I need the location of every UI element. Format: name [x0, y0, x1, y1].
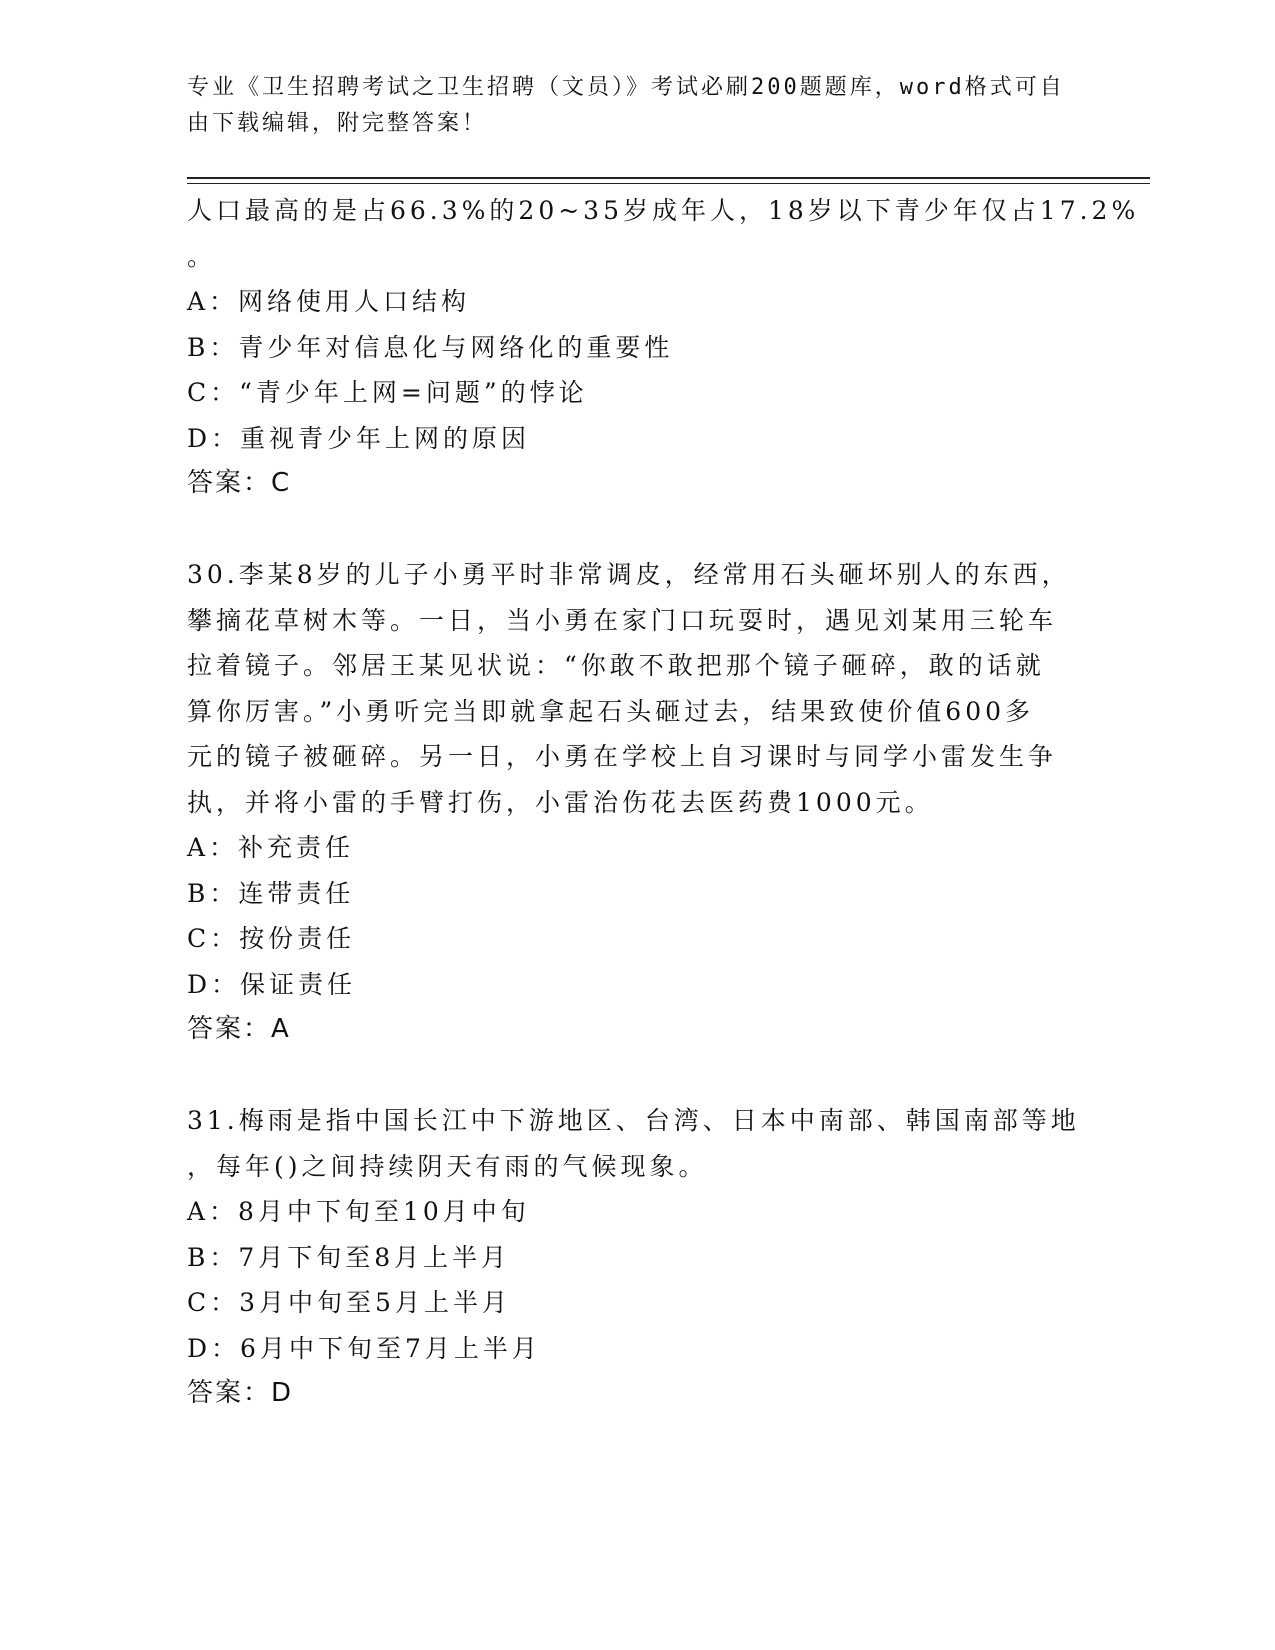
question-stem-line: 31.梅雨是指中国长江中下游地区、台湾、日本中南部、韩国南部等地: [187, 1106, 1080, 1135]
header-divider-thick: [187, 177, 1150, 179]
option-d: D：重视青少年上网的原因: [187, 423, 531, 453]
question-29: [187, 188, 1140, 507]
option-c: C：3月中旬至5月上半月: [187, 1288, 511, 1317]
document-header: [187, 70, 1087, 142]
header-divider-thin: [187, 183, 1150, 184]
question-stem-line: ，每年()之间持续阴天有雨的气候现象。: [187, 1151, 708, 1181]
answer: 答案：A: [187, 1014, 291, 1044]
spacer: [187, 1053, 1087, 1099]
option-d: D：6月中下旬至7月上半月: [187, 1333, 541, 1363]
option-b: B：7月下旬至8月上半月: [187, 1242, 511, 1272]
option-c: C：“青少年上网=问题”的悖论: [187, 378, 588, 407]
header-line-2: 由下载编辑，附完整答案！: [187, 111, 488, 136]
question-stem-line: 攀摘花草树木等。一日，当小勇在家门口玩耍时，遇见刘某用三轮车: [187, 605, 1058, 635]
option-b: B：连带责任: [187, 878, 355, 908]
spacer: [187, 507, 1087, 553]
option-a: A：8月中下旬至10月中旬: [187, 1197, 530, 1226]
answer: 答案：C: [187, 468, 292, 498]
option-c: C：按份责任: [187, 924, 356, 953]
question-stem-line: 算你厉害。”小勇听完当即就拿起石头砸过去，结果致使价值600多: [187, 696, 1035, 726]
option-b: B：青少年对信息化与网络化的重要性: [187, 332, 674, 362]
question-stem-line: 拉着镜子。邻居王某见状说：“你敢不敢把那个镜子砸碎，敢的话就: [187, 651, 1045, 680]
question-30: [187, 552, 1087, 1053]
question-stem-line: 。: [187, 241, 217, 271]
option-d: D：保证责任: [187, 969, 357, 999]
header-line-1: 专业《卫生招聘考试之卫生招聘（文员）》考试必刷200题题库，word格式可自: [187, 75, 1065, 100]
option-a: A：补充责任: [187, 833, 355, 862]
question-stem-line: 执，并将小雷的手臂打伤，小雷治伤花去医药费1000元。: [187, 787, 934, 817]
option-a: A：网络使用人口结构: [187, 287, 471, 316]
answer: 答案：D: [187, 1378, 294, 1408]
question-stem-line: 人口最高的是占66.3%的20~35岁成年人，18岁以下青少年仅占17.2%: [187, 196, 1140, 225]
question-31: [187, 1098, 1087, 1417]
question-stem-line: 30.李某8岁的儿子小勇平时非常调皮，经常用石头砸坏别人的东西，: [187, 560, 1071, 589]
question-stem-line: 元的镜子被砸碎。另一日，小勇在学校上自习课时与同学小雷发生争: [187, 742, 1058, 771]
question-list: [187, 188, 1140, 1417]
